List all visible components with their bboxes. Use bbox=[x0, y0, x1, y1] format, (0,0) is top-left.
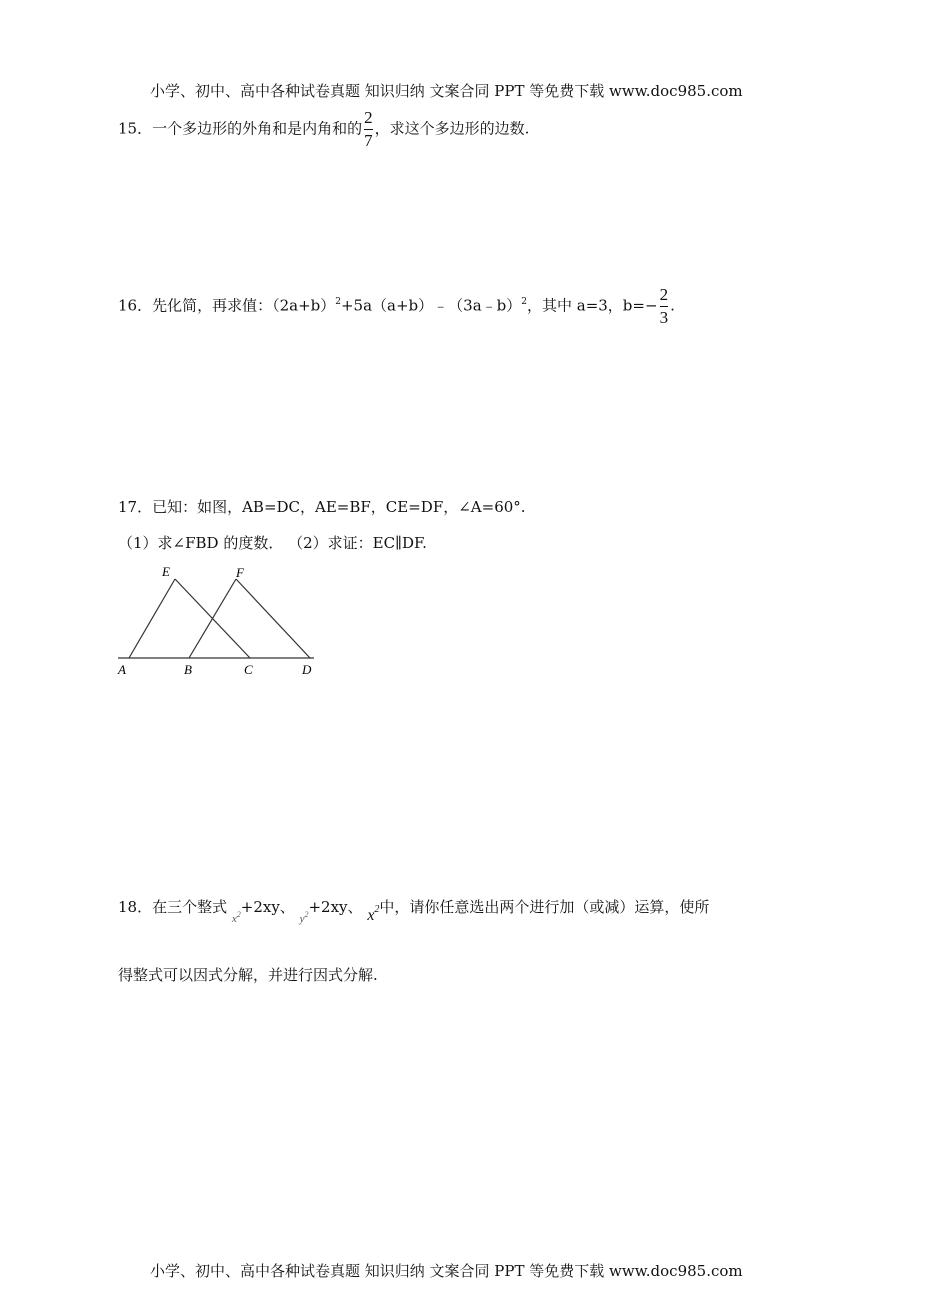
question-16 bbox=[118, 285, 675, 328]
label-b: B bbox=[184, 662, 192, 677]
label-d: D bbox=[302, 662, 312, 677]
page-footer: 小学、初中、高中各种试卷真题 知识归纳 文案合同 PPT 等免费下载 www.doc985.com bbox=[150, 1262, 743, 1280]
q17-line2: （1）求∠FBD 的度数． （2）求证：EC∥DF. bbox=[118, 534, 427, 552]
q16-end: . bbox=[670, 296, 675, 315]
q18-suffix: 中，请你任意选出两个进行加（或减）运算，使所 bbox=[379, 898, 710, 916]
q18-var3-base: x bbox=[367, 907, 375, 924]
q16-sup2: 2 bbox=[521, 296, 527, 307]
q16-part1: 16．先化简，再求值：（2a+b） bbox=[118, 296, 336, 315]
q16-fraction bbox=[660, 285, 669, 328]
q15-suffix: ，求这个多边形的边数. bbox=[374, 119, 530, 138]
label-c: C bbox=[244, 662, 253, 677]
label-e: E bbox=[162, 564, 170, 579]
q16-negative-sign: − bbox=[644, 296, 658, 315]
label-f: F bbox=[236, 565, 244, 580]
q18-var2 bbox=[299, 910, 309, 925]
q15-prefix: 15．一个多边形的外角和是内角和的 bbox=[118, 119, 363, 138]
segment-fd bbox=[236, 579, 310, 658]
label-a: A bbox=[118, 662, 126, 677]
q15-frac-denominator: 7 bbox=[364, 131, 373, 150]
q18-var1 bbox=[231, 910, 241, 925]
q18-term2: +2xy、 bbox=[308, 898, 363, 916]
q18-var2-exp: 2 bbox=[304, 910, 309, 919]
q16-sup1: 2 bbox=[335, 296, 341, 307]
q15-fraction bbox=[364, 108, 373, 151]
q16-frac-denominator: 3 bbox=[659, 308, 669, 327]
q18-var3-exp: 2 bbox=[374, 904, 380, 915]
q18-term1: +2xy、 bbox=[240, 898, 295, 916]
question-15 bbox=[118, 108, 529, 151]
page-header: 小学、初中、高中各种试卷真题 知识归纳 文案合同 PPT 等免费下载 www.doc985.com bbox=[150, 82, 743, 100]
q18-var2-base: y bbox=[299, 913, 305, 925]
q17-geometry-figure bbox=[112, 562, 322, 680]
q18-prefix: 18．在三个整式 bbox=[118, 898, 228, 916]
q16-part3: ，其中 a=3，b= bbox=[526, 296, 645, 315]
q18-line2: 得整式可以因式分解，并进行因式分解. bbox=[118, 966, 378, 984]
question-18 bbox=[118, 896, 710, 925]
q18-var3 bbox=[367, 904, 380, 924]
fraction-bar bbox=[364, 129, 373, 130]
q16-frac-numerator: 2 bbox=[659, 285, 669, 304]
q18-var1-base: x bbox=[231, 913, 237, 925]
segment-bf bbox=[189, 579, 236, 658]
fraction-bar bbox=[660, 306, 669, 307]
q16-part2: +5a（a+b）﹣（3a﹣b） bbox=[340, 296, 522, 315]
q17-line1: 17．已知：如图，AB=DC，AE=BF，CE=DF，∠A=60°. bbox=[118, 498, 526, 516]
q15-frac-numerator: 2 bbox=[364, 108, 373, 127]
q18-var1-exp: 2 bbox=[236, 910, 241, 919]
segment-ae bbox=[129, 579, 175, 658]
